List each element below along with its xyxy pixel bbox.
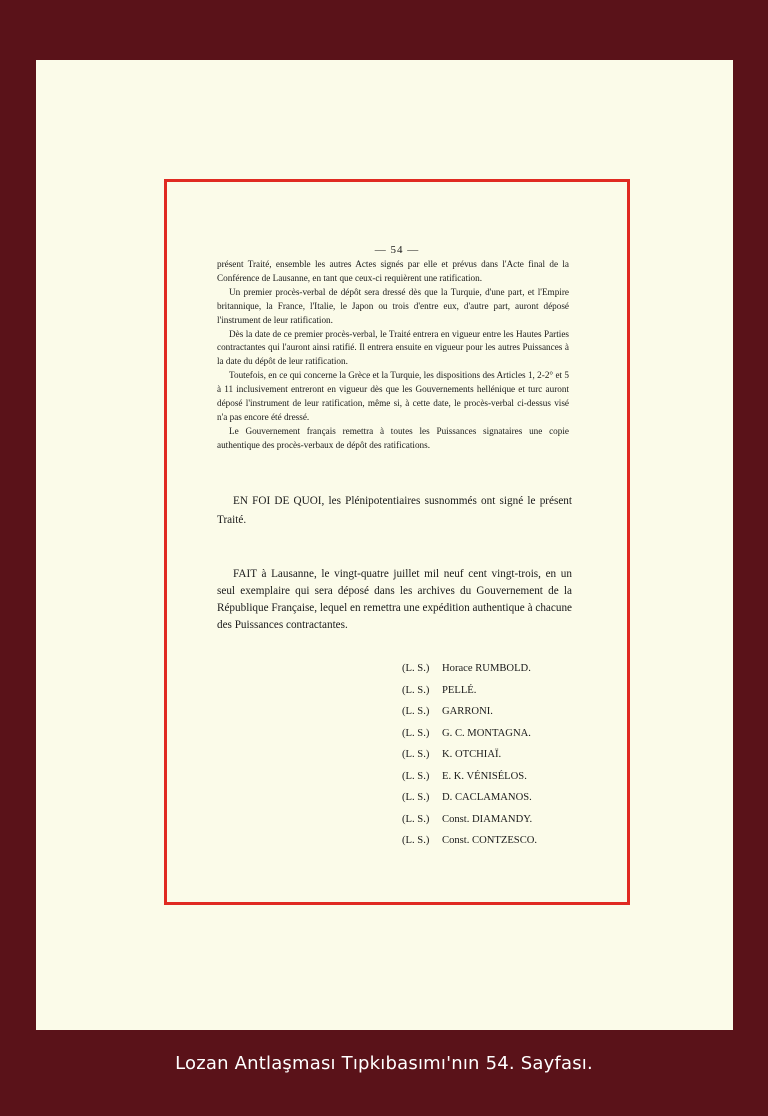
signatory-name: Horace RUMBOLD. (442, 663, 531, 674)
signatory-name: PELLÉ. (442, 684, 477, 696)
signature-item (402, 766, 602, 788)
signatory-name: E. K. VÉNISÉLOS. (442, 770, 527, 782)
treaty-body-text (217, 258, 569, 453)
signature-item (402, 744, 602, 766)
signatory-name: K. OTCHIAÏ. (442, 749, 502, 760)
signatory-name: D. CACLAMANOS. (442, 792, 532, 803)
paragraph-greece-turkey: Toutefois, en ce qui concerne la Grèce et la Turquie, les dispositions des Articles 1, 2-2° et 5 à 11 inclusivement entreront en vigueur dès que les Gouvernements hellénique et turc auront déposé l'instrument de leur ratification, même si, à cette date, le procès-verbal ci-dessus visé n'a pas encore été dressé. (217, 370, 569, 422)
paragraph-first-proces-verbal: Un premier procès-verbal de dépôt sera dressé dès que la Turquie, d'une part, et l'Empire britannique, la France, l'Italie, le Japon ou trois d'entre eux, d'autre part, auront déposé l'instrument de leur ratification. (217, 286, 569, 325)
locus-sigilli: (L. S.) (402, 663, 430, 674)
image-caption: Lozan Antlaşması Tıpkıbasımı'nın 54. Sayfası. (175, 1053, 593, 1074)
paragraph-continued: présent Traité, ensemble les autres Actes signés par elle et prévus dans l'Acte final de la Conférence de Lausanne, en tant que ceux-ci requièrent une ratification. (217, 259, 569, 283)
locus-sigilli: (L. S.) (402, 727, 430, 739)
signatory-name: G. C. MONTAGNA. (442, 727, 531, 739)
signature-item (402, 658, 602, 680)
locus-sigilli: (L. S.) (402, 684, 430, 696)
signature-list (402, 658, 602, 852)
page-number: — 54 — (374, 244, 420, 256)
paragraph-french-government: Le Gouvernement français remettra à toutes les Puissances signataires une copie authentique des procès-verbaux de dépôt des ratifications. (217, 425, 569, 450)
signatory-name: Const. CONTZESCO. (442, 835, 538, 846)
signature-item (402, 680, 602, 702)
signature-item (402, 701, 602, 723)
locus-sigilli: (L. S.) (402, 813, 430, 825)
locus-sigilli: (L. S.) (402, 706, 430, 717)
locus-sigilli: (L. S.) (402, 835, 430, 846)
locus-sigilli: (L. S.) (402, 792, 430, 803)
facsimile-sheet (36, 60, 733, 1030)
signature-item (402, 723, 602, 745)
fait-a-lausanne-paragraph: FAIT à Lausanne, le vingt-quatre juillet mil neuf cent vingt-trois, en un seul exemplaire qui sera déposé dans les archives du Gouvernement de la République Française, lequel en remettra une expédition authentique à chacune des Puissances contractantes. (217, 568, 572, 631)
signature-item (402, 809, 602, 831)
red-border-frame (164, 179, 630, 905)
paragraph-entry-into-force: Dès la date de ce premier procès-verbal, le Traité entrera en vigueur entre les Hautes Parties contractantes qui l'auront ainsi ratifié. Il entrera ensuite en vigueur pour les autres Puissances à la date du dépôt de leur ratification. (217, 328, 569, 367)
locus-sigilli: (L. S.) (402, 770, 430, 782)
signature-item (402, 830, 602, 852)
locus-sigilli: (L. S.) (402, 749, 430, 760)
signatory-name: GARRONI. (442, 706, 493, 717)
signature-item (402, 787, 602, 809)
signatory-name: Const. DIAMANDY. (442, 813, 533, 825)
en-foi-de-quoi-paragraph: EN FOI DE QUOI, les Plénipotentiaires susnommés ont signé le présent Traité. (217, 495, 572, 526)
